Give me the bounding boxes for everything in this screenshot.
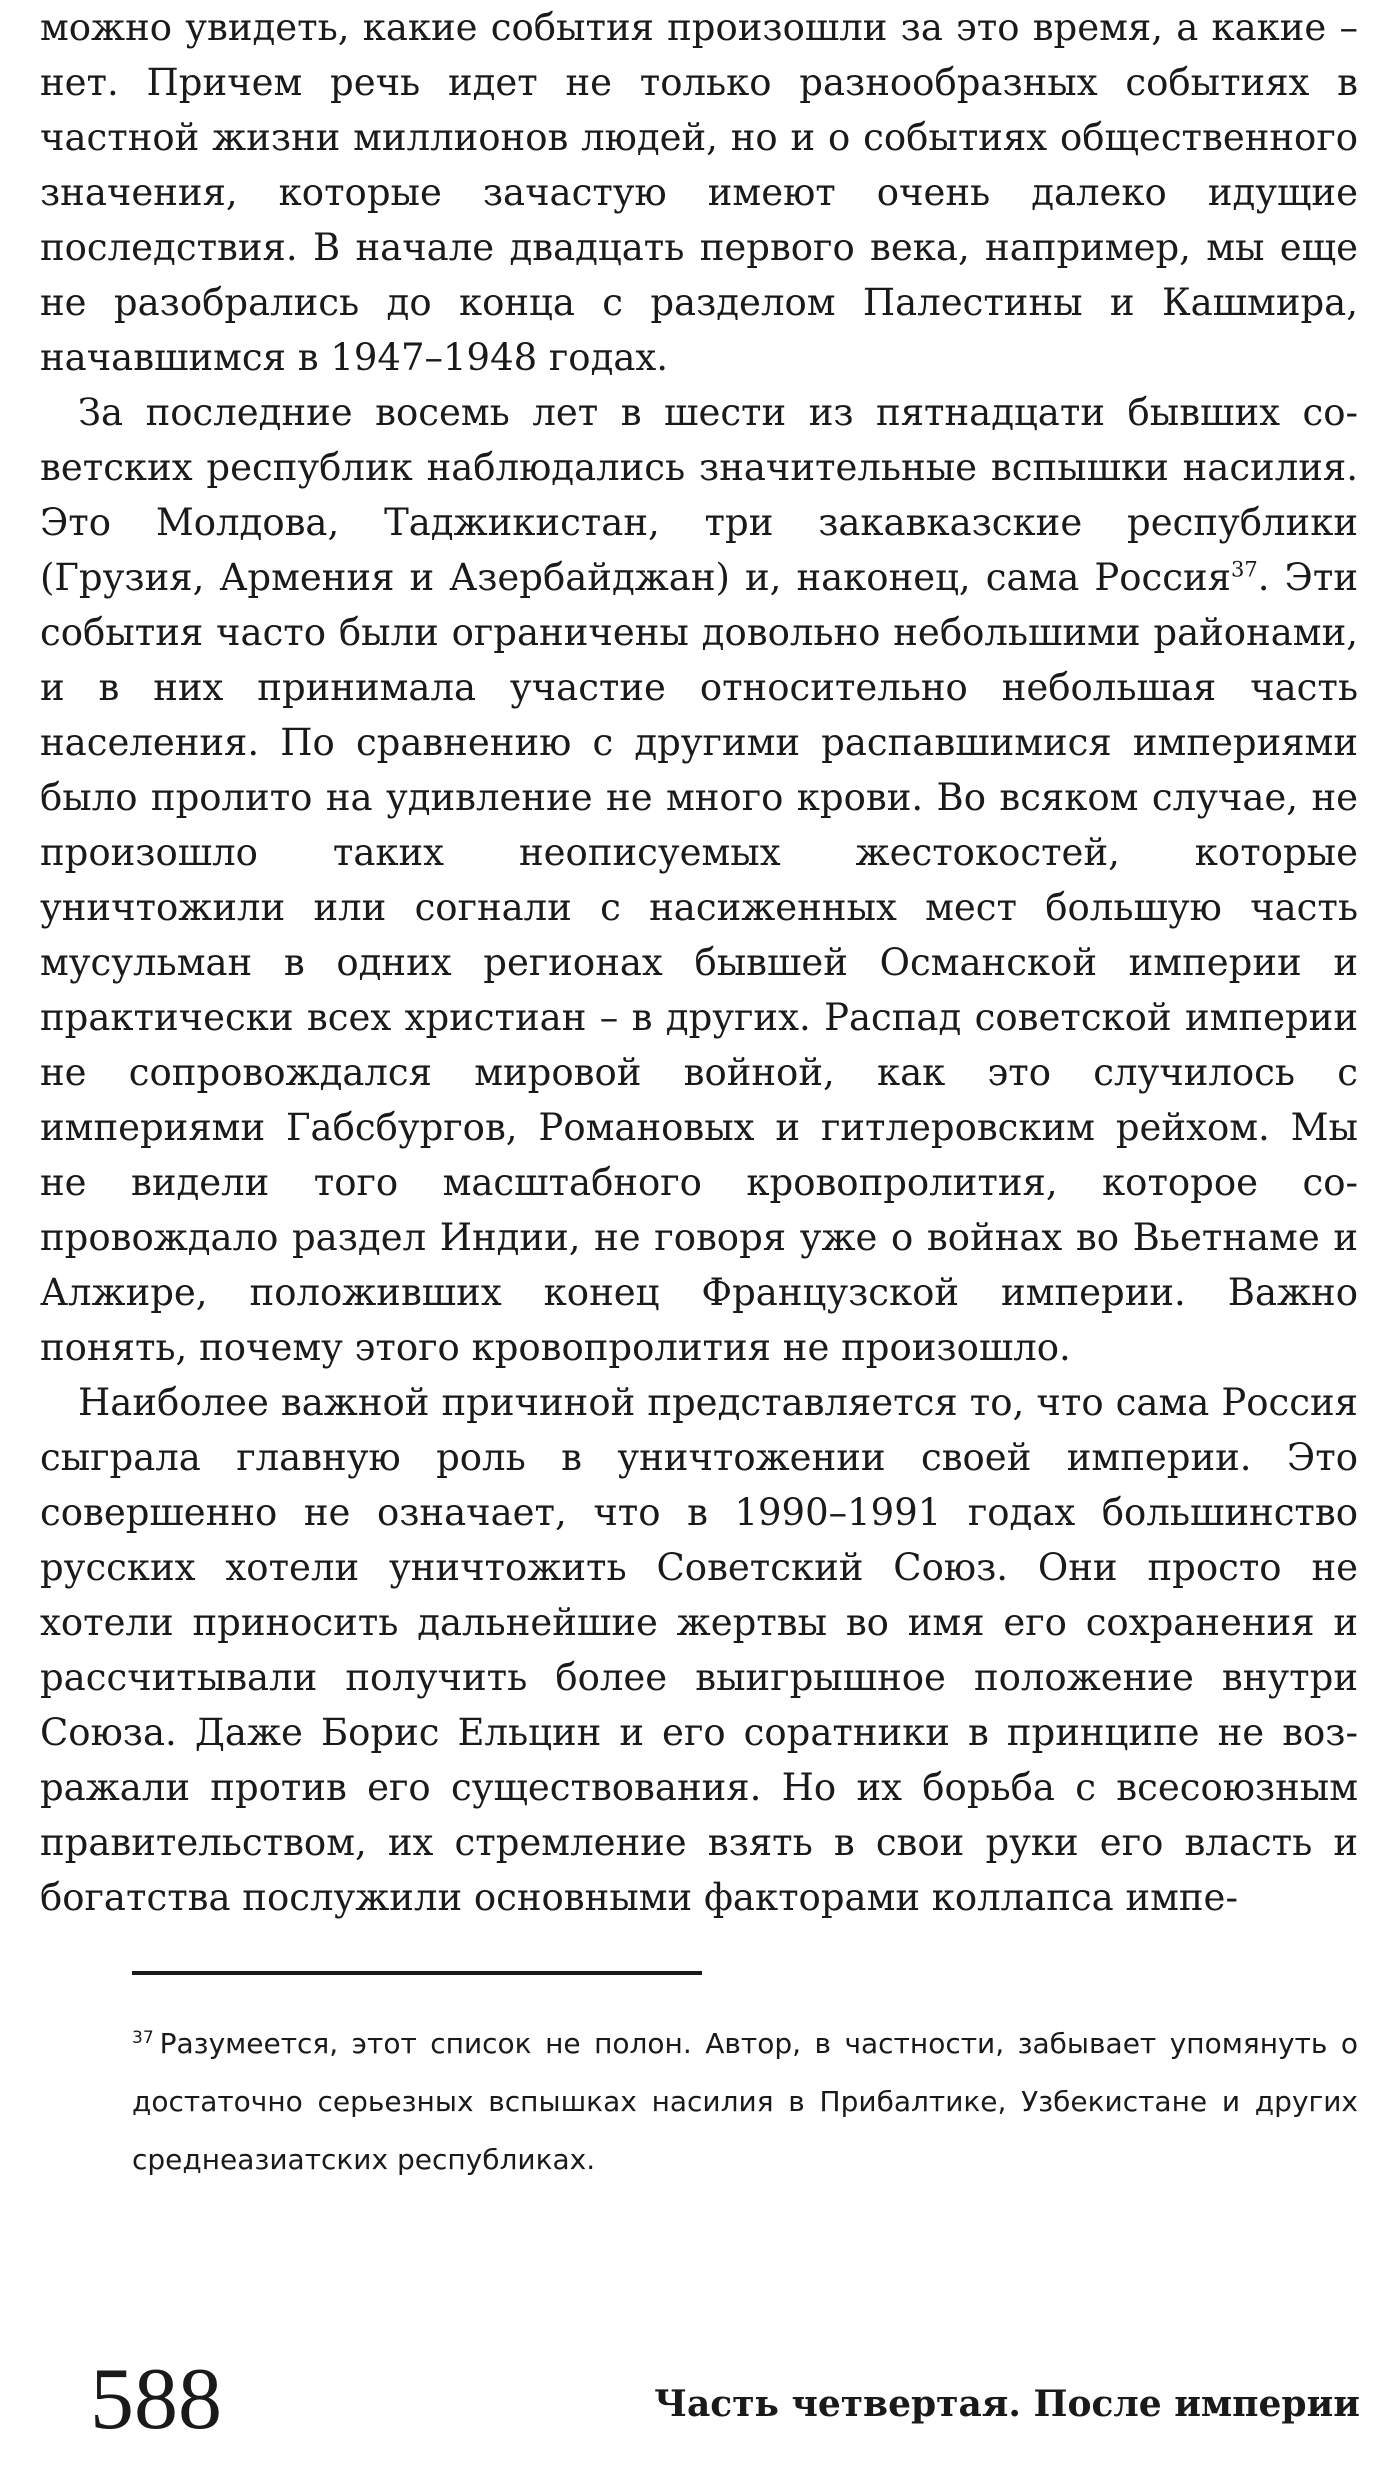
footnote-reference-37: 37 — [1231, 557, 1258, 582]
main-text — [40, 0, 1358, 1925]
footnote-text: Разумеется, этот список не полон. Автор, в частности, забывает упомянуть о достаточно серьезных вспышках насилия в Прибалтике, Узбекистане и других среднеазиатских республиках. — [132, 2027, 1358, 2176]
paragraph-2-start: За последние восемь лет в шести из пятнадцати бывших советских республик наблюдались значительные вспышки насилия. Это Молдова, Таджикистан, три закавказские республики (Грузия, Армения и Азербайджан) и, наконец, сама Россия — [40, 391, 1358, 599]
book-page — [40, 0, 1360, 2472]
paragraph-2 — [40, 385, 1358, 1375]
paragraph-1: можно увидеть, какие события произошли за это время, а какие – нет. Причем речь идет не только разнообразных событиях в частной жизни миллионов людей, но и о событиях общественного значения, которые зачастую имеют очень далеко идущие последствия. В начале двадцать первого века, например, мы еще не разобрались до конца с разделом Палестины и Кашмира, начавшимся в 1947–1948 годах. — [40, 6, 1358, 379]
paragraph-2-end: . Эти события часто были ограничены довольно небольшими районами, и в них принимала участие относительно небольшая часть населения. По сравнению с другими распавшимися империями было пролито на удивление не много крови. Во всяком случае, не произошло таких неописуемых жестокостей, которые уничтожили или согнали с насиженных мест большую часть мусульман в одних регионах бывшей Османской империи и практически всех христиан – в других. Распад советской империи не сопровождался мировой войной, как это случилось с империями Габсбургов, Романовых и гитлеровским рейхом. Мы не видели того масштабного кровопролития, которое сопровождало раздел Индии, не говоря уже о войнах во Вьетнаме и Алжире, положивших конец Французской империи. Важно понять, почему этого кровопролития не произошло. — [40, 556, 1358, 1369]
footnote-37 — [132, 2015, 1358, 2189]
footnote-number: 37 — [132, 2027, 154, 2048]
page-number: 588 — [90, 2351, 222, 2448]
footnote-separator — [132, 1971, 702, 1975]
paragraph-3: Наиболее важной причиной представляется то, что сама Россия сыграла главную роль в уничтожении своей империи. Это совершенно не означает, что в 1990–1991 годах большинство русских хотели уничтожить Советский Союз. Они просто не хотели приносить дальнейшие жертвы во имя его сохранения и рассчитывали получить более выигрышное положение внутри Союза. Даже Борис Ельцин и его соратники в принципе не возражали против его существования. Но их борьба с всесоюзным правительством, их стремление взять в свои руки его власть и богатства послужили основными факторами коллапса импе- — [40, 1381, 1358, 1919]
running-head: Часть четвертая. После империи — [654, 2383, 1360, 2425]
